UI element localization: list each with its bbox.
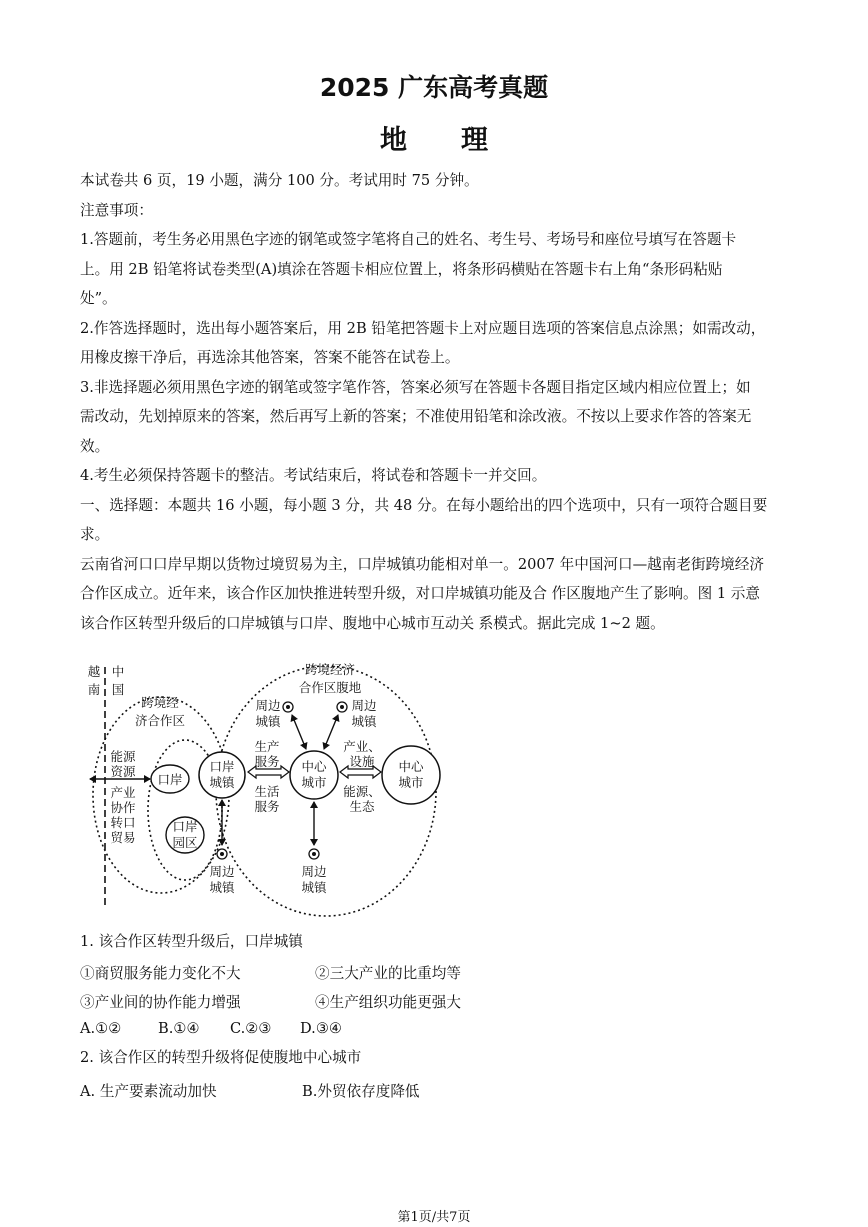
label-port: 口岸 bbox=[157, 772, 183, 787]
notice-item-2-line-1: 2.作答选择题时，选出每小题答案后，用 2B 铅笔把答题卡上对应题目选项的答案信息点涂黑；如需改动， bbox=[80, 319, 766, 337]
q1-option-d: D.③④ bbox=[300, 1020, 342, 1037]
q1-statement-3: ③产业间的协作能力增强 bbox=[80, 994, 241, 1011]
label-facilities-1: 产业、 bbox=[343, 739, 381, 754]
label-port-town-2: 城镇 bbox=[209, 775, 235, 790]
label-port-town-1: 口岸 bbox=[209, 759, 235, 774]
q1-option-c: C.②③ bbox=[230, 1020, 272, 1037]
label-center-city-2b: 城市 bbox=[398, 775, 424, 790]
notice-item-3-line-3: 效。 bbox=[80, 437, 110, 455]
arrow-to-town-top-right bbox=[324, 715, 338, 749]
label-production-2: 服务 bbox=[254, 754, 280, 769]
label-industry-1: 产业 bbox=[110, 785, 136, 800]
label-center-city-2a: 中心 bbox=[398, 759, 424, 774]
notice-item-1-line-1: 1.答题前，考生务必用黑色字迹的钢笔或签字笔将自己的姓名、考生号、考场号和座位号填写在答题卡 bbox=[80, 231, 737, 248]
q1-statement-1: ①商贸服务能力变化不大 bbox=[80, 965, 241, 982]
label-life-2: 服务 bbox=[254, 799, 280, 814]
label-facilities-2: 设施 bbox=[349, 754, 375, 769]
notice-item-3-line-2: 需改动，先划掉原来的答案，然后再写上新的答案；不准使用铅笔和涂改液。不按以上要求作答的答案无 bbox=[80, 408, 752, 425]
label-surrounding-tr-2: 城镇 bbox=[351, 714, 377, 729]
label-hinterland-1: 跨境经济 bbox=[304, 662, 356, 677]
label-port-park-2: 园区 bbox=[172, 835, 198, 850]
notice-item-2-line-2: 用橡皮擦干净后，再选涂其他答案，答案不能答在试卷上。 bbox=[80, 349, 460, 366]
label-china-1: 中 bbox=[111, 664, 125, 679]
label-production-1: 生产 bbox=[254, 739, 280, 754]
q1-statement-2: ②三大产业的比重均等 bbox=[315, 965, 461, 982]
page-footer: 第1页/共7页 bbox=[397, 1210, 471, 1225]
label-vietnam-1: 越 bbox=[87, 664, 101, 679]
label-resources-2: 资源 bbox=[110, 764, 136, 779]
notice-item-4: 4.考生必须保持答题卡的整洁。考试结束后，将试卷和答题卡一并交回。 bbox=[80, 467, 547, 484]
label-industry-2: 协作 bbox=[110, 800, 136, 815]
question-2-stem: 2. 该合作区的转型升级将促使腹地中心城市 bbox=[80, 1049, 362, 1066]
section-heading-line-1: 一、选择题：本题共 16 小题，每小题 3 分，共 48 分。在每小题给出的四个选项中，只有一项符合题目要 bbox=[80, 496, 768, 514]
label-hinterland-2: 合作区腹地 bbox=[298, 680, 362, 695]
label-china-2: 国 bbox=[111, 682, 125, 697]
label-zone-2: 济合作区 bbox=[134, 713, 186, 728]
passage-line-1: 云南省河口口岸早期以货物过境贸易为主，口岸城镇功能相对单一。2007 年中国河口—越南老街跨境经济 bbox=[80, 555, 764, 573]
label-industry-3: 转口 bbox=[110, 815, 136, 830]
label-surrounding-bc-1: 周边 bbox=[301, 864, 327, 879]
arrow-to-town-top-left bbox=[292, 715, 306, 749]
label-resources-1: 能源 bbox=[110, 749, 136, 764]
label-surrounding-tl-1: 周边 bbox=[255, 698, 281, 713]
label-port-park-1: 口岸 bbox=[172, 819, 198, 834]
q1-option-b: B.①④ bbox=[158, 1020, 200, 1037]
subject-title: 地 理 bbox=[380, 125, 488, 156]
label-surrounding-bl-1: 周边 bbox=[209, 864, 235, 879]
figure-diagram bbox=[78, 655, 450, 917]
label-surrounding-bl-2: 城镇 bbox=[209, 880, 235, 895]
label-surrounding-tr-1: 周边 bbox=[351, 698, 377, 713]
passage-line-2: 合作区成立。近年来，该合作区加快推进转型升级，对口岸城镇功能及合 作区腹地产生了影响。图 1 示意 bbox=[80, 585, 760, 602]
question-1-stem: 1. 该合作区转型升级后，口岸城镇 bbox=[80, 933, 303, 950]
notice-item-1-line-2: 上。用 2B 铅笔将试卷类型(A)填涂在答题卡相应位置上，将条形码横贴在答题卡右上角“条形码粘贴 bbox=[80, 260, 723, 278]
q2-option-b: B.外贸依存度降低 bbox=[302, 1083, 420, 1100]
label-energy-2: 生态 bbox=[349, 799, 375, 814]
label-center-city-1a: 中心 bbox=[301, 759, 327, 774]
label-center-city-1b: 城市 bbox=[301, 775, 327, 790]
label-vietnam-2: 南 bbox=[87, 682, 101, 697]
instructions-block bbox=[80, 166, 792, 638]
label-life-1: 生活 bbox=[254, 784, 280, 799]
section-heading-line-2: 求。 bbox=[80, 526, 110, 543]
passage-line-3: 该合作区转型升级后的口岸城镇与口岸、腹地中心城市互动关 系模式。据此完成 1~2 题。 bbox=[80, 614, 665, 632]
label-zone-1: 跨境经 bbox=[141, 695, 179, 710]
notice-title: 注意事项： bbox=[80, 201, 153, 219]
label-surrounding-tl-2: 城镇 bbox=[255, 714, 281, 729]
label-industry-4: 贸易 bbox=[110, 830, 136, 845]
notice-item-3-line-1: 3.非选择题必须用黑色字迹的钢笔或签字笔作答，答案必须写在答题卡各题目指定区域内相应位置上；如 bbox=[80, 378, 751, 396]
notice-item-1-line-3: 处”。 bbox=[80, 290, 117, 307]
intro-text: 本试卷共 6 页，19 小题，满分 100 分。考试用时 75 分钟。 bbox=[80, 172, 479, 189]
label-energy-1: 能源、 bbox=[343, 784, 381, 799]
q1-option-a: A.①② bbox=[80, 1020, 122, 1037]
label-surrounding-bc-2: 城镇 bbox=[301, 880, 327, 895]
q2-option-a: A. 生产要素流动加快 bbox=[80, 1083, 217, 1100]
main-title: 2025 广东高考真题 bbox=[319, 73, 549, 102]
q1-statement-4: ④生产组织功能更强大 bbox=[315, 994, 461, 1011]
